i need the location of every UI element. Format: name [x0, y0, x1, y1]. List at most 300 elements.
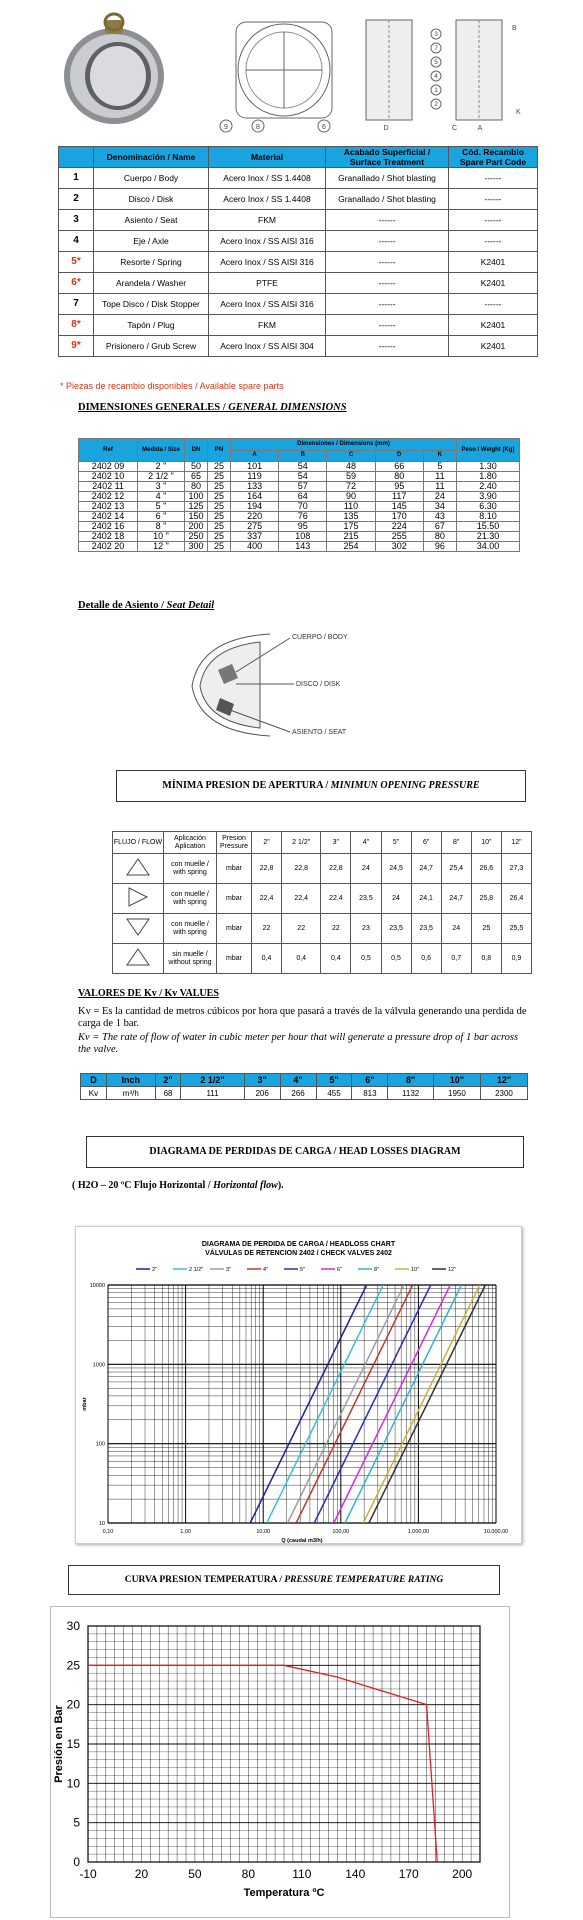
- pressure-value-cell: 0,4: [252, 944, 282, 974]
- pressure-value-cell: 27,3: [501, 854, 531, 884]
- x-tick-label: 170: [398, 1867, 419, 1881]
- svg-text:7: 7: [434, 45, 438, 52]
- legend-label: 2": [152, 1267, 158, 1273]
- x-axis-label: Temperatura ºC: [243, 1887, 325, 1899]
- dimension-cell: 255: [375, 532, 423, 542]
- dimension-row: [79, 532, 520, 542]
- dimension-cell: 64: [279, 492, 327, 502]
- dimension-cell: 215: [327, 532, 375, 542]
- y-tick-label: 100: [95, 1441, 105, 1448]
- dimension-cell: 6.30: [457, 502, 520, 512]
- y-axis-label: Presión en Bar: [53, 1705, 65, 1783]
- dimension-cell: 220: [231, 512, 279, 522]
- parts-cell-n: 5*: [59, 252, 94, 273]
- dimension-cell: 2402 09: [79, 462, 138, 472]
- dimension-cell: 21.30: [457, 532, 520, 542]
- label-8: 8: [256, 124, 260, 131]
- parts-row: [59, 168, 538, 189]
- dimension-cell: 5 ": [138, 502, 185, 512]
- headloss-series-line: [267, 1285, 383, 1523]
- x-tick-label: 100,00: [332, 1529, 350, 1535]
- parts-cell-finish: Granallado / Shot blasting: [326, 189, 449, 210]
- pressure-value-cell: 0,9: [501, 944, 531, 974]
- dimension-row: [79, 462, 520, 472]
- dimension-cell: 70: [279, 502, 327, 512]
- headloss-legend: [136, 1267, 456, 1273]
- dimension-cell: 1.80: [457, 472, 520, 482]
- pressure-row: [113, 944, 532, 974]
- parts-cell-code: ------: [449, 294, 538, 315]
- pressure-value-cell: 22,4: [252, 884, 282, 914]
- kv-value-cell: 206: [244, 1087, 280, 1100]
- kv-header-cell: 8": [388, 1074, 434, 1087]
- dimension-cell: 76: [279, 512, 327, 522]
- parts-cell-finish: ------: [326, 294, 449, 315]
- pressure-value-cell: 24: [351, 854, 381, 884]
- svg-text:3: 3: [434, 31, 438, 38]
- dimension-cell: 25: [208, 512, 231, 522]
- dimension-row: [79, 542, 520, 552]
- dimension-cell: 194: [231, 502, 279, 512]
- pt-chart: [50, 1606, 510, 1918]
- parts-cell-name: Tapón / Plug: [94, 315, 209, 336]
- dimension-cell: 302: [375, 542, 423, 552]
- parts-cell-n: 1: [59, 168, 94, 189]
- seat-label-seat: ASIENTO / SEAT: [292, 729, 347, 736]
- dimension-row: [79, 522, 520, 532]
- application-cell: con muelle / with spring: [164, 854, 217, 884]
- y-tick-label: 5: [73, 1815, 80, 1830]
- svg-text:5: 5: [434, 59, 438, 66]
- parts-row: [59, 336, 538, 357]
- application-cell: con muelle / with spring: [164, 914, 217, 944]
- svg-text:2: 2: [434, 101, 438, 108]
- svg-text:4: 4: [434, 73, 438, 80]
- parts-cell-material: Acero Inox / SS AISI 316: [209, 252, 326, 273]
- dimension-cell: 25: [208, 502, 231, 512]
- parts-cell-name: Prisionero / Grub Screw: [94, 336, 209, 357]
- pressure-value-cell: 0,7: [441, 944, 471, 974]
- kv-header-cell: 10": [433, 1074, 480, 1087]
- dimension-cell: 57: [279, 482, 327, 492]
- parts-cell-material: Acero Inox / SS AISI 316: [209, 231, 326, 252]
- parts-cell-code: ------: [449, 210, 538, 231]
- svg-text:C: C: [452, 125, 458, 132]
- parts-cell-n: 8*: [59, 315, 94, 336]
- dimension-cell: 54: [279, 472, 327, 482]
- parts-cell-material: Acero Inox / SS AISI 304: [209, 336, 326, 357]
- parts-cell-name: Eje / Axle: [94, 231, 209, 252]
- col-code: Cód. Recambio Spare Part Code: [449, 147, 538, 168]
- headloss-series-line: [345, 1285, 461, 1523]
- headloss-subtitle: ( H2O – 20 ºC Flujo Horizontal / Horizontal flow).: [72, 1180, 284, 1191]
- x-tick-label: -10: [79, 1867, 97, 1881]
- kv-value-cell: m³/h: [106, 1087, 155, 1100]
- svg-text:1: 1: [434, 87, 438, 94]
- pressure-value-cell: 0,5: [351, 944, 381, 974]
- headloss-series-line: [334, 1285, 450, 1523]
- kv-header-cell: 12": [480, 1074, 527, 1087]
- pressure-value-cell: 0,5: [381, 944, 411, 974]
- legend-label: 12": [448, 1267, 457, 1273]
- valve-section-drawing: [352, 14, 552, 136]
- dimension-cell: 125: [185, 502, 208, 512]
- dimension-cell: 80: [423, 532, 456, 542]
- parts-cell-code: K2401: [449, 252, 538, 273]
- parts-row: [59, 294, 538, 315]
- x-tick-label: 80: [241, 1867, 256, 1881]
- dimension-cell: 11: [423, 482, 456, 492]
- parts-cell-material: Acero Inox / SS AISI 316: [209, 294, 326, 315]
- dimension-cell: 110: [327, 502, 375, 512]
- pressure-value-cell: 23: [351, 914, 381, 944]
- parts-cell-name: Resorte / Spring: [94, 252, 209, 273]
- headloss-series-line: [314, 1285, 430, 1523]
- col-finish: Acabado Superficial / Surface Treatment: [326, 147, 449, 168]
- dimension-cell: 100: [185, 492, 208, 502]
- pressure-value-cell: 24,7: [441, 884, 471, 914]
- dimension-cell: 2.40: [457, 482, 520, 492]
- parts-cell-name: Asiento / Seat: [94, 210, 209, 231]
- legend-label: 8": [374, 1267, 380, 1273]
- y-tick-label: 10000: [89, 1283, 105, 1289]
- dimension-cell: 175: [327, 522, 375, 532]
- pressure-value-cell: 22,8: [321, 854, 351, 884]
- dimension-cell: 67: [423, 522, 456, 532]
- unit-cell: mbar: [217, 884, 252, 914]
- dimension-cell: 25: [208, 532, 231, 542]
- legend-label: 10": [411, 1267, 420, 1273]
- kv-table: [80, 1073, 528, 1100]
- pressure-value-cell: 0,4: [321, 944, 351, 974]
- dimension-cell: 2 1/2 ": [138, 472, 185, 482]
- parts-row: [59, 189, 538, 210]
- pressure-value-cell: 0,4: [282, 944, 321, 974]
- dimension-cell: 117: [375, 492, 423, 502]
- y-tick-label: 0: [73, 1855, 80, 1869]
- dimension-cell: 143: [279, 542, 327, 552]
- dimension-cell: 59: [327, 472, 375, 482]
- dimension-cell: 25: [208, 542, 231, 552]
- pressure-value-cell: 26,6: [471, 854, 501, 884]
- kv-value-cell: Kv: [81, 1087, 107, 1100]
- y-axis-label: mbar: [82, 1397, 88, 1411]
- kv-value-cell: 266: [280, 1087, 316, 1100]
- x-tick-label: 200: [452, 1867, 473, 1881]
- dimension-cell: 1.30: [457, 462, 520, 472]
- pressure-value-cell: 25,4: [441, 854, 471, 884]
- x-tick-label: 1,00: [180, 1529, 191, 1535]
- parts-cell-code: ------: [449, 231, 538, 252]
- dimension-cell: 54: [279, 462, 327, 472]
- application-cell: con muelle / with spring: [164, 884, 217, 914]
- pressure-value-cell: 22,8: [282, 854, 321, 884]
- dimension-cell: 43: [423, 512, 456, 522]
- x-axis-label: Q (caudal m3/h): [281, 1538, 323, 1543]
- pressure-value-cell: 25,5: [501, 914, 531, 944]
- dimension-cell: 2402 16: [79, 522, 138, 532]
- dimension-cell: 65: [185, 472, 208, 482]
- opening-pressure-table: FLUJO / FLOW Aplicación Aplication Presion Pressure 2" 2 1/2" 3" 4" 5" 6" 8" 10" 12" con muelle / with spring mbar 22,8 22,8 22,8 24 24,5 24,7 25,4 26,6 27,3 con muelle / with spring mbar 22,4 22,4 22,4 23,5 24 24,1 24,7 25,8 26,4 con muelle / with spring mbar 22 22 22 23 23,5 23,5 24 25 25,5 sin muelle / without spring mbar 0,4 0,4 0,4 0,5 0,5 0,6 0,7 0,8 0,9: [112, 831, 532, 974]
- dimension-cell: 34.00: [457, 542, 520, 552]
- dimension-cell: 25: [208, 482, 231, 492]
- dimension-cell: 11: [423, 472, 456, 482]
- dimension-cell: 25: [208, 472, 231, 482]
- parts-cell-code: K2401: [449, 273, 538, 294]
- headloss-series-line: [363, 1285, 479, 1523]
- dimension-cell: 133: [231, 482, 279, 492]
- dimension-cell: 90: [327, 492, 375, 502]
- dimension-cell: 8.10: [457, 512, 520, 522]
- parts-cell-finish: ------: [326, 231, 449, 252]
- dimension-cell: 34: [423, 502, 456, 512]
- parts-cell-material: PTFE: [209, 273, 326, 294]
- dimension-cell: 72: [327, 482, 375, 492]
- parts-cell-n: 3: [59, 210, 94, 231]
- parts-cell-name: Arandela / Washer: [94, 273, 209, 294]
- parts-footnote: * Piezas de recambio disponibles / Available spare parts: [60, 381, 284, 391]
- kv-value-cell: 2300: [480, 1087, 527, 1100]
- pressure-value-cell: 0,6: [411, 944, 441, 974]
- opening-pressure-title: MÍNIMA PRESION DE APERTURA / MINIMUN OPENING PRESSURE: [116, 770, 526, 802]
- dimension-cell: 15.50: [457, 522, 520, 532]
- pressure-value-cell: 26,4: [501, 884, 531, 914]
- seat-detail-title: Detalle de Asiento / Seat Detail: [78, 600, 215, 611]
- dimension-cell: 10 ": [138, 532, 185, 542]
- headloss-title: DIAGRAMA DE PERDIDAS DE CARGA / HEAD LOSSES DIAGRAM: [86, 1136, 524, 1168]
- pressure-value-cell: 24,5: [381, 854, 411, 884]
- svg-text:D: D: [383, 125, 389, 132]
- kv-header-cell: D: [81, 1074, 107, 1087]
- kv-header-cell: Inch: [106, 1074, 155, 1087]
- dimensions-table: Ref Medida / Size DN PN Dimensiones / Dimensions (mm) Peso / Weight (Kg) A B C D K 2402 09 2 " 50 25 101 54 48 66 5 1.30 2402 10 2 1/2 " 65 25 119 54 59 80 11 1.80 2402 11 3 " 80 25 133 57 72 95 11 2.40 2402 12 4 " 100 25 164 64 90 117 24 3.90 2402 13 5 " 125 25 194 70 110 145 34 6.30 2402 14 6 " 150 25 220 76 135 170 43 8.10 2402 16 8 " 200 25 275 95 175 224 67 15.50 2402 18 10 " 250 25 337 108 215 255 80 21.30 2402 20 12 " 300 25 400 143 254 302 96 34.00: [78, 438, 520, 552]
- parts-cell-material: FKM: [209, 315, 326, 336]
- kv-description-en: Kv = The rate of flow of water in cubic meter per hour that will generate a pressure drop of 1 bar across the valve.: [78, 1032, 519, 1055]
- dimension-cell: 96: [423, 542, 456, 552]
- kv-description-es: Kv = Es la cantidad de metros cúbicos por hora que pasará a través de la válvula generando una perdida de carga de 1 bar.: [78, 1006, 527, 1029]
- parts-cell-code: ------: [449, 168, 538, 189]
- parts-row: [59, 231, 538, 252]
- seat-detail-drawing: [180, 628, 440, 738]
- dimension-cell: 300: [185, 542, 208, 552]
- dimension-row: [79, 472, 520, 482]
- headloss-chart: [76, 1227, 521, 1543]
- pressure-row: [113, 914, 532, 944]
- parts-cell-code: K2401: [449, 315, 538, 336]
- dimension-cell: 2402 20: [79, 542, 138, 552]
- x-tick-label: 1.000,00: [407, 1529, 430, 1535]
- valve-front-drawing: [218, 14, 348, 134]
- parts-row: [59, 252, 538, 273]
- kv-header-cell: 6": [352, 1074, 388, 1087]
- dimension-cell: 135: [327, 512, 375, 522]
- pressure-value-cell: 24: [441, 914, 471, 944]
- pressure-value-cell: 24: [381, 884, 411, 914]
- dimension-cell: 2402 11: [79, 482, 138, 492]
- dimension-cell: 224: [375, 522, 423, 532]
- dimension-cell: 95: [375, 482, 423, 492]
- dimension-cell: 12 ": [138, 542, 185, 552]
- x-tick-label: 10,00: [256, 1529, 271, 1535]
- legend-label: 2 1/2": [189, 1267, 204, 1273]
- pressure-value-cell: 24,1: [411, 884, 441, 914]
- parts-row: [59, 210, 538, 231]
- headloss-chart-frame: [75, 1226, 522, 1544]
- headloss-series-line: [250, 1285, 366, 1523]
- label-6: 6: [322, 124, 326, 131]
- headloss-chart-title: DIAGRAMA DE PERDIDA DE CARGA / HEADLOSS CHART: [201, 1241, 396, 1248]
- parts-cell-finish: ------: [326, 252, 449, 273]
- parts-cell-name: Disco / Disk: [94, 189, 209, 210]
- parts-cell-finish: ------: [326, 336, 449, 357]
- y-tick-label: 15: [66, 1737, 80, 1751]
- pressure-value-cell: 23,5: [411, 914, 441, 944]
- kv-value-cell: 111: [181, 1087, 244, 1100]
- y-tick-label: 20: [66, 1697, 80, 1712]
- pressure-row: [113, 884, 532, 914]
- dimension-row: [79, 482, 520, 492]
- dimension-cell: 4 ": [138, 492, 185, 502]
- kv-title: VALORES DE Kv / Kv VALUES: [78, 988, 219, 999]
- parts-cell-name: Tope Disco / Disk Stopper: [94, 294, 209, 315]
- dimension-cell: 2402 13: [79, 502, 138, 512]
- pressure-value-cell: 22: [321, 914, 351, 944]
- pressure-value-cell: 22: [252, 914, 282, 944]
- seat-label-disk: DISCO / DISK: [296, 681, 341, 688]
- kv-value-cell: 68: [155, 1087, 181, 1100]
- parts-cell-code: ------: [449, 189, 538, 210]
- dimension-row: [79, 502, 520, 512]
- y-tick-label: 25: [66, 1658, 80, 1673]
- pt-title: CURVA PRESION TEMPERATURA / PRESSURE TEMPERATURE RATING: [68, 1565, 500, 1595]
- kv-header-cell: 5": [316, 1074, 352, 1087]
- dimension-cell: 250: [185, 532, 208, 542]
- dimension-row: [79, 512, 520, 522]
- kv-header-cell: 2": [155, 1074, 181, 1087]
- legend-label: 3": [226, 1267, 232, 1273]
- x-tick-label: 110: [292, 1867, 312, 1881]
- parts-cell-n: 2: [59, 189, 94, 210]
- dimension-cell: 25: [208, 462, 231, 472]
- pressure-value-cell: 23,5: [381, 914, 411, 944]
- pressure-value-cell: 25,8: [471, 884, 501, 914]
- kv-value-cell: 813: [352, 1087, 388, 1100]
- dimension-cell: 2402 10: [79, 472, 138, 482]
- dimension-cell: 80: [185, 482, 208, 492]
- dimension-cell: 337: [231, 532, 279, 542]
- dimension-cell: 2402 12: [79, 492, 138, 502]
- dimension-cell: 119: [231, 472, 279, 482]
- legend-label: 5": [300, 1267, 306, 1273]
- kv-header-cell: 2 1/2": [181, 1074, 244, 1087]
- dimension-cell: 24: [423, 492, 456, 502]
- pt-series-line: [88, 1665, 437, 1862]
- parts-cell-n: 6*: [59, 273, 94, 294]
- parts-row: [59, 315, 538, 336]
- dimension-cell: 170: [375, 512, 423, 522]
- headloss-chart-subtitle: VÁLVULAS DE RETENCION 2402 / CHECK VALVES 2402: [205, 1250, 392, 1257]
- dimension-cell: 108: [279, 532, 327, 542]
- y-tick-label: 1000: [92, 1362, 105, 1369]
- x-tick-label: 10.000,00: [483, 1529, 509, 1535]
- legend-label: 6": [337, 1267, 343, 1273]
- dimension-cell: 2402 14: [79, 512, 138, 522]
- seat-label-body: CUERPO / BODY: [292, 634, 348, 641]
- parts-cell-n: 4: [59, 231, 94, 252]
- svg-text:K: K: [516, 109, 521, 116]
- dimension-cell: 50: [185, 462, 208, 472]
- flow-direction-icon: [113, 854, 164, 884]
- dimension-row: [79, 492, 520, 502]
- parts-table: [58, 146, 538, 357]
- x-tick-label: 50: [188, 1867, 202, 1881]
- dimensions-title: DIMENSIONES GENERALES / GENERAL DIMENSIONS: [78, 402, 347, 413]
- dimension-cell: 2 ": [138, 462, 185, 472]
- parts-row: [59, 273, 538, 294]
- parts-cell-n: 9*: [59, 336, 94, 357]
- dimension-cell: 25: [208, 492, 231, 502]
- dimension-cell: 275: [231, 522, 279, 532]
- application-cell: sin muelle / without spring: [164, 944, 217, 974]
- dimension-cell: 8 ": [138, 522, 185, 532]
- dimension-cell: 150: [185, 512, 208, 522]
- unit-cell: mbar: [217, 854, 252, 884]
- pressure-value-cell: 25: [471, 914, 501, 944]
- pressure-value-cell: 24,7: [411, 854, 441, 884]
- x-tick-label: 140: [345, 1867, 366, 1881]
- label-9: 9: [224, 124, 228, 131]
- dimension-cell: 5: [423, 462, 456, 472]
- flow-direction-icon: [113, 944, 164, 974]
- pressure-value-cell: 22,4: [321, 884, 351, 914]
- flow-direction-icon: [113, 884, 164, 914]
- kv-value-cell: 455: [316, 1087, 352, 1100]
- parts-cell-n: 7: [59, 294, 94, 315]
- x-tick-label: 20: [134, 1867, 149, 1881]
- dimension-cell: 2402 18: [79, 532, 138, 542]
- y-tick-label: 10: [98, 1521, 105, 1527]
- x-tick-label: 0,10: [102, 1529, 114, 1535]
- parts-cell-finish: Granallado / Shot blasting: [326, 168, 449, 189]
- dimension-cell: 6 ": [138, 512, 185, 522]
- pressure-value-cell: 23,5: [351, 884, 381, 914]
- valve-photo: [58, 10, 170, 130]
- dimension-cell: 164: [231, 492, 279, 502]
- dimension-cell: 3 ": [138, 482, 185, 492]
- parts-cell-finish: ------: [326, 210, 449, 231]
- dimension-cell: 145: [375, 502, 423, 512]
- dimension-cell: 3.90: [457, 492, 520, 502]
- svg-text:A: A: [477, 125, 483, 132]
- parts-cell-code: K2401: [449, 336, 538, 357]
- dimension-cell: 80: [375, 472, 423, 482]
- kv-value-cell: 1132: [388, 1087, 434, 1100]
- flow-direction-icon: [113, 914, 164, 944]
- legend-label: 4": [263, 1267, 269, 1273]
- dimension-cell: 254: [327, 542, 375, 552]
- dimension-cell: 66: [375, 462, 423, 472]
- y-tick-label: 30: [66, 1619, 80, 1633]
- kv-header-cell: 4": [280, 1074, 316, 1087]
- unit-cell: mbar: [217, 944, 252, 974]
- pressure-value-cell: 22: [282, 914, 321, 944]
- dimension-cell: 25: [208, 522, 231, 532]
- pressure-row: [113, 854, 532, 884]
- parts-cell-material: Acero Inox / SS 1.4408: [209, 168, 326, 189]
- parts-cell-material: Acero Inox / SS 1.4408: [209, 189, 326, 210]
- dimension-cell: 101: [231, 462, 279, 472]
- dimension-cell: 48: [327, 462, 375, 472]
